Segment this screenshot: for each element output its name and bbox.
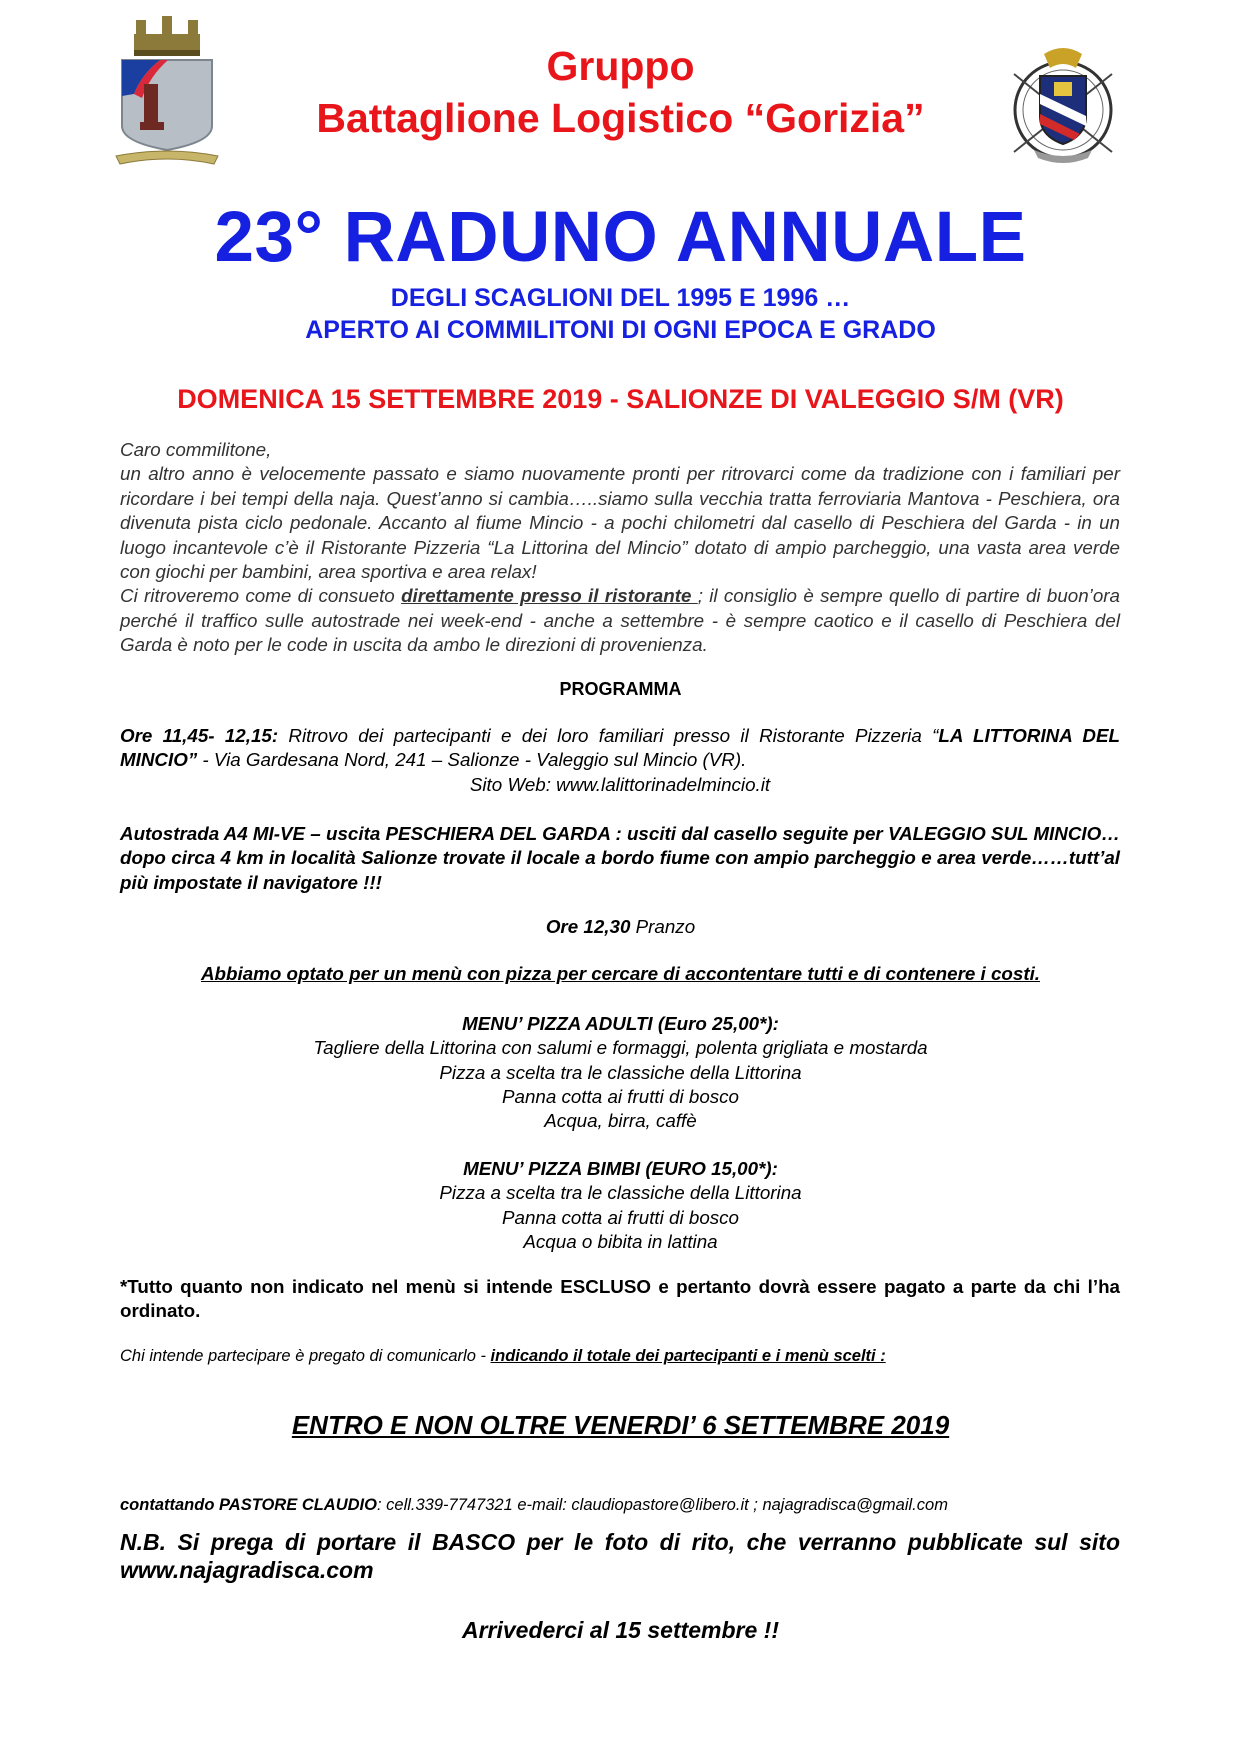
intro-paragraph-1: un altro anno è velocemente passato e siamo nuovamente pronti per ritrovarci come da tradizione con i familiari per ricordare i bei tempi della naja. Quest’anno si cambia…..siamo sulla vecchia tratta ferroviaria Mantova - Peschiera, ora divenuta pista ciclo pedonale. Accanto al fiume Mincio - a pochi chilometri dal casello di Peschiera del Garda - in un luogo incantevole c’è il Ristorante Pizzeria “La Littorina del Mincio” dotato di ampio parcheggio, una vasta area verde con giochi per bambini, area sportiva e area relax! (120, 463, 1120, 583)
contact-details: : cell.339-7747321 e-mail: claudiopastore@libero.it ; najagradisca@gmail.com (376, 1496, 948, 1514)
menu-item: Acqua o bibita in lattina (523, 1230, 718, 1252)
meeting-text: Ritrovo dei partecipanti e dei loro familiari presso il Ristorante Pizzeria “ (278, 725, 939, 746)
closing-line: Arrivederci al 15 settembre !! (461, 1617, 780, 1643)
menu-adulti (0, 1012, 1241, 1133)
intro-paragraph-2-end: ; il consiglio è sempre quello di partire di buon’ora perché il traffico sulle autostrade nei week-end - anche a settembre - è sempre caotico e il casello di Peschiera del Garda è noto per le code in uscita da ambo le direzioni di provenienza. (120, 585, 1120, 656)
menu-item: Pizza a scelta tra le classiche della Littorina (439, 1061, 802, 1083)
programma-heading: PROGRAMMA (559, 679, 682, 699)
meeting-time: Ore 11,45- 12,15: (120, 725, 279, 746)
menu-item: Acqua, birra, caffè (544, 1110, 697, 1132)
menu-bimbi-heading: MENU’ PIZZA BIMBI (EURO 15,00*): (463, 1158, 778, 1179)
excluded-word: ESCLUSO (560, 1276, 652, 1297)
event-date-location: DOMENICA 15 SETTEMBRE 2019 - SALIONZE DI VALEGGIO S/M (VR) (177, 384, 1064, 414)
menu-item: Panna cotta ai frutti di bosco (502, 1206, 739, 1228)
restaurant-website: Sito Web: www.lalittorinadelmincio.it (469, 773, 771, 795)
intro-paragraph-2-start: Ci ritroveremo come di consueto (120, 585, 402, 607)
menu-adulti-heading: MENU’ PIZZA ADULTI (Euro 25,00*): (462, 1013, 779, 1034)
menu-item: Panna cotta ai frutti di bosco (502, 1085, 739, 1107)
driving-directions: Autostrada A4 MI-VE – uscita PESCHIERA DEL GARDA : usciti dal casello seguite per VALEGGIO SUL MINCIO… dopo circa 4 km in località Salionze trovate il locale a bordo fiume con ampio parcheggio e area verde……tutt’al più impostate il navigatore !!! (120, 823, 1120, 893)
excluded-note (120, 1275, 1120, 1324)
organization-name-line-2: Battaglione Logistico “Gorizia” (316, 95, 925, 141)
lunch-time-value: Ore 12,30 (545, 916, 631, 937)
intro-paragraph-2-emphasis: direttamente presso il ristorante (401, 585, 698, 607)
programma-meeting (120, 724, 1120, 797)
intro-letter (120, 438, 1120, 658)
restaurant-name: LA LITTORINA DEL MINCIO” (120, 725, 1120, 771)
participation-text: Chi intende partecipare è pregato di comunicarlo - (120, 1347, 491, 1365)
menu-note: Abbiamo optato per un menù con pizza per cercare di accontentare tutti e di contenere i costi. (200, 963, 1041, 984)
contact-label: contattando PASTORE CLAUDIO (120, 1496, 377, 1514)
intro-paragraph-2 (120, 584, 1120, 657)
lunch-time (0, 915, 1241, 939)
menu-bimbi (0, 1157, 1241, 1254)
intro-greeting: Caro commilitone, (120, 439, 272, 460)
participation-emphasis: indicando il totale dei partecipanti e i menù scelti : (490, 1347, 886, 1365)
nota-bene: N.B. Si prega di portare il BASCO per le foto di rito, che verranno pubblicate sul sito www.najagradisca.com (120, 1529, 1120, 1583)
lunch-label: Pranzo (630, 916, 696, 937)
contact-info (120, 1494, 1120, 1516)
participation-request (120, 1345, 1120, 1367)
excluded-note-end: e pertanto dovrà essere pagato a parte da chi l’ha ordinato. (120, 1276, 1120, 1322)
restaurant-address: - Via Gardesana Nord, 241 – Salionze - Valeggio sul Mincio (VR). (197, 749, 747, 771)
registration-deadline: ENTRO E NON OLTRE VENERDI’ 6 SETTEMBRE 2019 (291, 1410, 950, 1440)
subtitle-line-1: DEGLI SCAGLIONI DEL 1995 E 1996 … (390, 284, 851, 312)
menu-item: Tagliere della Littorina con salumi e formaggi, polenta grigliata e mostarda (313, 1037, 928, 1059)
excluded-note-start: *Tutto quanto non indicato nel menù si intende (120, 1276, 561, 1297)
organization-name-line-1: Gruppo (546, 43, 695, 89)
menu-item: Pizza a scelta tra le classiche della Littorina (439, 1182, 802, 1204)
subtitle-line-2: APERTO AI COMMILITONI DI OGNI EPOCA E GRADO (305, 316, 936, 344)
page-title: 23° RADUNO ANNUALE (214, 198, 1027, 277)
